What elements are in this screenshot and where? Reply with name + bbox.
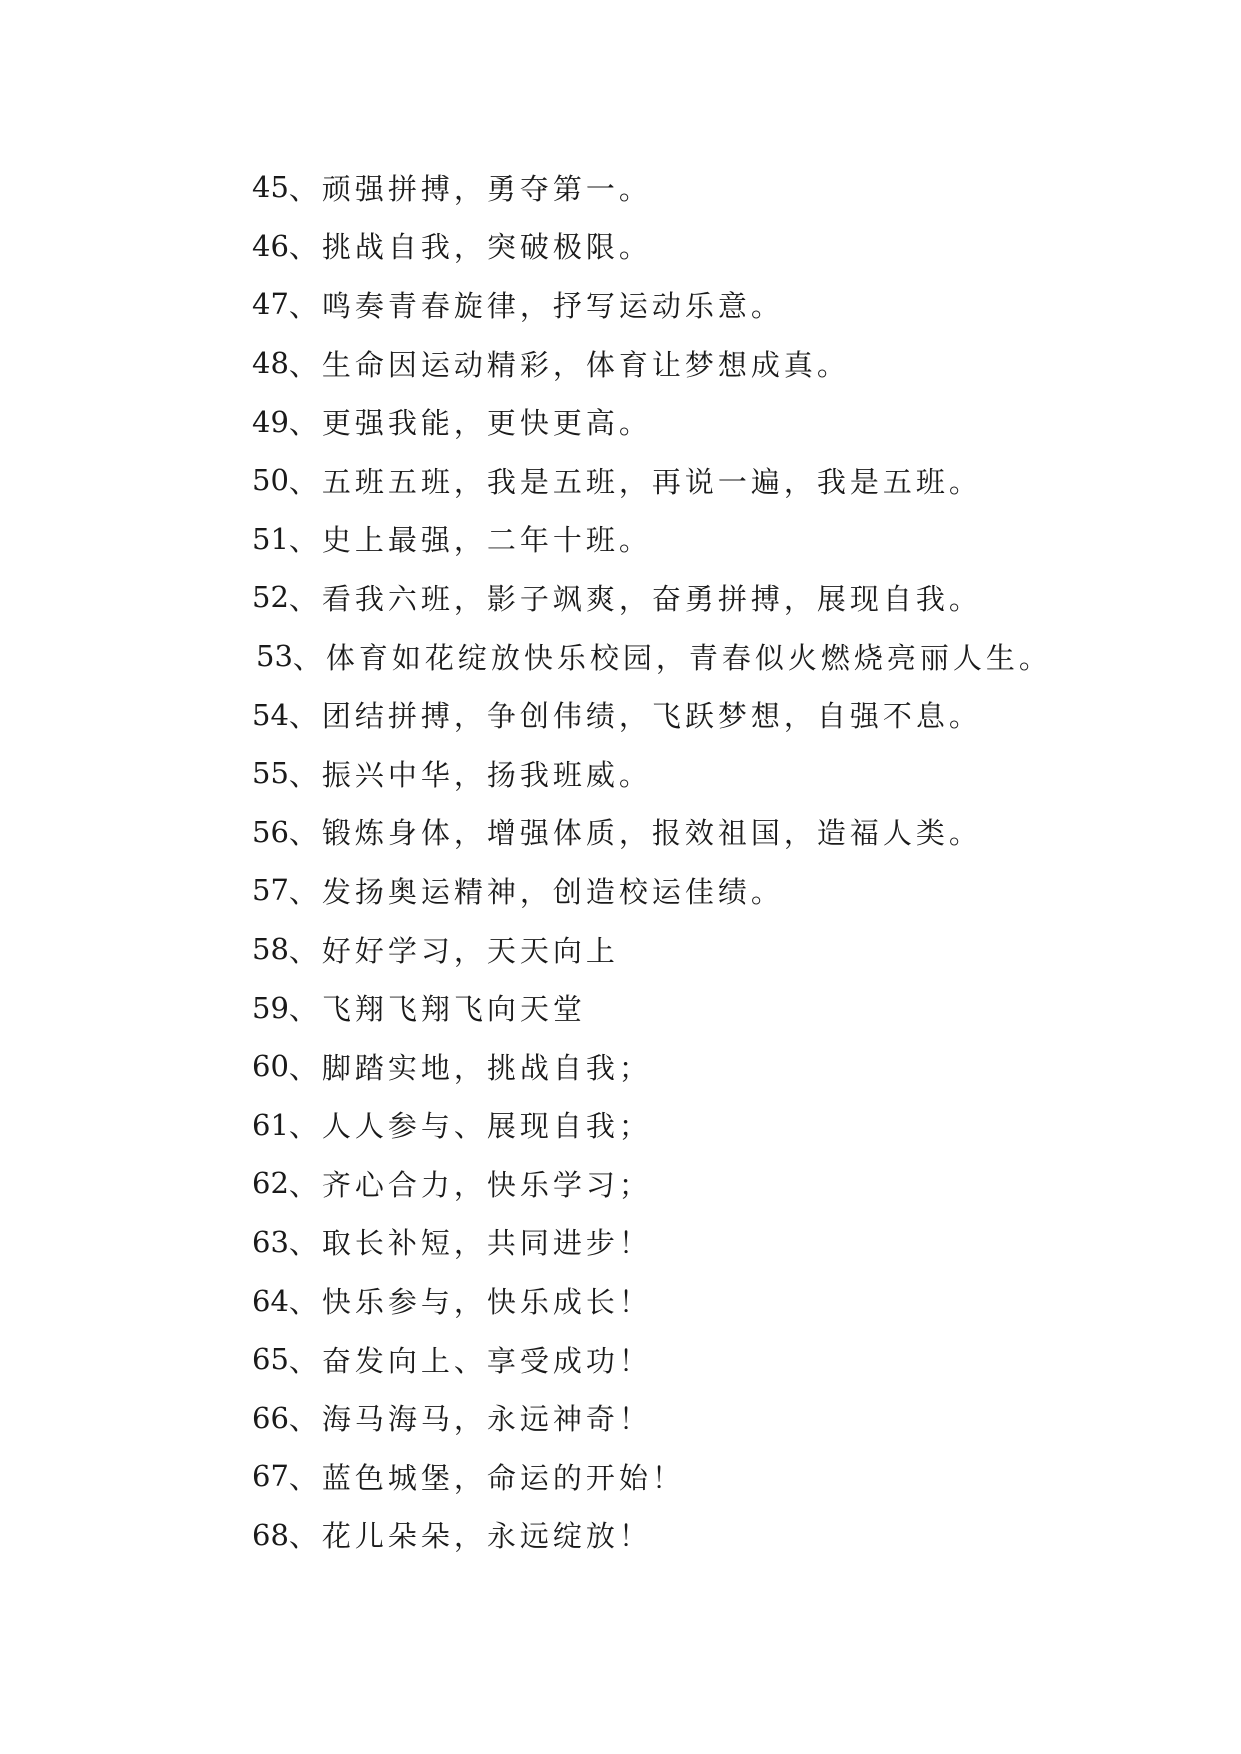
- slogan-list: [252, 158, 1052, 1564]
- slogan-line: [252, 510, 1052, 569]
- slogan-line: [252, 1037, 1052, 1096]
- line-number: 60: [252, 1049, 289, 1084]
- slogan-line: [252, 1096, 1052, 1155]
- line-text: 、团结拼搏，争创伟绩，飞跃梦想，自强不息。: [288, 699, 982, 734]
- line-text: 、奋发向上、享受成功！: [288, 1343, 652, 1378]
- slogan-line: [252, 1447, 1052, 1506]
- line-number: 64: [252, 1283, 289, 1318]
- line-text: 、海马海马，永远神奇！: [288, 1402, 652, 1437]
- slogan-line: [252, 1154, 1052, 1213]
- line-text: 、花儿朵朵，永远绽放！: [288, 1519, 652, 1554]
- line-number: 59: [252, 990, 289, 1025]
- line-text: 、鸣奏青春旋律，抒写运动乐意。: [288, 288, 784, 323]
- slogan-line: [252, 158, 1052, 217]
- line-text: 、体育如花绽放快乐校园，青春似火燃烧亮丽人生。: [292, 640, 1052, 675]
- line-text: 、飞翔飞翔飞向天堂: [288, 992, 586, 1027]
- slogan-line: [252, 392, 1052, 451]
- slogan-line: [252, 275, 1052, 334]
- slogan-line: [252, 744, 1052, 803]
- line-text: 、史上最强，二年十班。: [288, 523, 652, 558]
- slogan-line: [256, 627, 1052, 686]
- line-number: 49: [252, 404, 289, 439]
- line-text: 、取长补短，共同进步！: [288, 1226, 652, 1261]
- slogan-line: [252, 1330, 1052, 1389]
- line-text: 、好好学习，天天向上: [288, 933, 619, 968]
- line-text: 、蓝色城堡，命运的开始！: [288, 1460, 685, 1495]
- slogan-line: [252, 451, 1052, 510]
- line-number: 63: [252, 1224, 289, 1259]
- line-text: 、人人参与、展现自我；: [288, 1109, 652, 1144]
- line-text: 、挑战自我，突破极限。: [288, 230, 652, 265]
- line-number: 57: [252, 873, 289, 908]
- slogan-line: [252, 217, 1052, 276]
- line-number: 62: [252, 1166, 289, 1201]
- line-number: 50: [252, 463, 289, 498]
- line-number: 47: [252, 287, 289, 322]
- line-number: 58: [252, 932, 289, 967]
- slogan-line: [252, 978, 1052, 1037]
- slogan-line: [252, 920, 1052, 979]
- line-number: 68: [252, 1517, 289, 1552]
- line-number: 53: [256, 639, 293, 674]
- line-text: 、生命因运动精彩，体育让梦想成真。: [288, 347, 850, 382]
- line-text: 、锻炼身体，增强体质，报效祖国，造福人类。: [288, 816, 982, 851]
- line-number: 56: [252, 814, 289, 849]
- slogan-line: [252, 803, 1052, 862]
- line-number: 45: [252, 170, 289, 205]
- slogan-line: [252, 1506, 1052, 1565]
- line-number: 51: [252, 521, 289, 556]
- line-text: 、脚踏实地，挑战自我；: [288, 1050, 652, 1085]
- slogan-line: [252, 1213, 1052, 1272]
- line-number: 66: [252, 1400, 289, 1435]
- slogan-line: [252, 861, 1052, 920]
- slogan-line: [252, 685, 1052, 744]
- line-text: 、齐心合力，快乐学习；: [288, 1167, 652, 1202]
- line-text: 、顽强拼搏，勇夺第一。: [288, 171, 652, 206]
- line-text: 、更强我能，更快更高。: [288, 406, 652, 441]
- slogan-line: [252, 568, 1052, 627]
- line-number: 55: [252, 756, 289, 791]
- line-number: 54: [252, 697, 289, 732]
- slogan-line: [252, 334, 1052, 393]
- line-number: 46: [252, 228, 289, 263]
- line-number: 52: [252, 580, 289, 615]
- slogan-line: [252, 1388, 1052, 1447]
- line-text: 、快乐参与，快乐成长！: [288, 1285, 652, 1320]
- line-number: 65: [252, 1342, 289, 1377]
- line-text: 、看我六班，影子飒爽，奋勇拼搏，展现自我。: [288, 581, 982, 616]
- line-number: 61: [252, 1107, 289, 1142]
- line-text: 、振兴中华，扬我班威。: [288, 757, 652, 792]
- line-number: 67: [252, 1459, 289, 1494]
- line-number: 48: [252, 346, 289, 381]
- slogan-line: [252, 1271, 1052, 1330]
- line-text: 、发扬奥运精神，创造校运佳绩。: [288, 874, 784, 909]
- line-text: 、五班五班，我是五班，再说一遍，我是五班。: [288, 464, 982, 499]
